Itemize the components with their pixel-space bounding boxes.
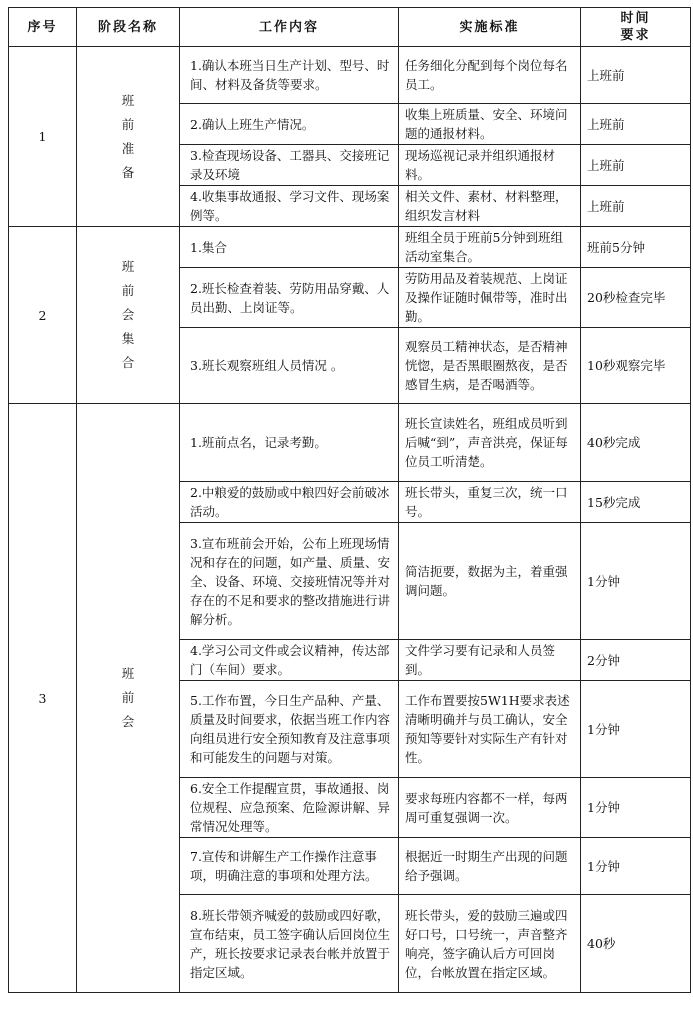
- standard-cell: 班长宣读姓名，班组成员听到后喊“到”，声音洪亮，保证每位员工听清楚。: [399, 404, 581, 482]
- seq-cell: 3: [9, 404, 77, 993]
- time-cell: 1分钟: [581, 838, 691, 895]
- standard-cell: 根据近一时期生产出现的问题给予强调。: [399, 838, 581, 895]
- standard-cell: 班组全员于班前5分钟到班组活动室集合。: [399, 227, 581, 268]
- stage-name: 班前准备: [121, 92, 135, 180]
- standard-cell: 现场巡视记录并组织通报材料。: [399, 145, 581, 186]
- time-cell: 2分钟: [581, 640, 691, 681]
- standard-cell: 文件学习要有记录和人员签到。: [399, 640, 581, 681]
- content-cell: 7.宣传和讲解生产工作操作注意事项，明确注意的事项和处理方法。: [180, 838, 399, 895]
- time-cell: 40秒: [581, 895, 691, 993]
- header-content: 工作内容: [180, 8, 399, 47]
- standard-cell: 相关文件、素材、材料整理，组织发言材料: [399, 186, 581, 227]
- content-cell: 4.学习公司文件或会议精神，传达部门（车间）要求。: [180, 640, 399, 681]
- content-cell: 2.确认上班生产情况。: [180, 104, 399, 145]
- content-cell: 3.宣布班前会开始，公布上班现场情况和存在的问题，如产量、质量、安全、设备、环境、交接班情况等并对存在的不足和要求的整改措施进行讲解分析。: [180, 523, 399, 640]
- standard-cell: 简洁扼要，数据为主，着重强调问题。: [399, 523, 581, 640]
- content-cell: 1.确认本班当日生产计划、型号、时间、材料及备货等要求。: [180, 47, 399, 104]
- header-row: [9, 8, 691, 47]
- time-cell: 上班前: [581, 104, 691, 145]
- content-cell: 1.集合: [180, 227, 399, 268]
- standard-cell: 工作布置要按5W1H要求表述清晰明确并与员工确认，安全预知等要针对实际生产有针对性。: [399, 681, 581, 778]
- content-cell: 1.班前点名，记录考勤。: [180, 404, 399, 482]
- standard-cell: 收集上班质量、安全、环境问题的通报材料。: [399, 104, 581, 145]
- time-cell: 上班前: [581, 186, 691, 227]
- time-cell: 上班前: [581, 47, 691, 104]
- standard-cell: 要求每班内容都不一样，每两周可重复强调一次。: [399, 778, 581, 838]
- time-cell: 班前5分钟: [581, 227, 691, 268]
- shift-meeting-table: [8, 7, 691, 993]
- stage-cell: [77, 404, 180, 993]
- standard-cell: 班长带头，爱的鼓励三遍或四好口号，口号统一，声音整齐响亮，签字确认后方可回岗位，台帐放置在指定区域。: [399, 895, 581, 993]
- time-cell: 1分钟: [581, 523, 691, 640]
- time-cell: 20秒检查完毕: [581, 268, 691, 328]
- content-cell: 2.班长检查着装、劳防用品穿戴、人员出勤、上岗证等。: [180, 268, 399, 328]
- time-cell: 15秒完成: [581, 482, 691, 523]
- time-cell: 1分钟: [581, 681, 691, 778]
- header-standard: 实施标准: [399, 8, 581, 47]
- table-row: [9, 404, 691, 482]
- table-row: [9, 227, 691, 268]
- content-cell: 4.收集事故通报、学习文件、现场案例等。: [180, 186, 399, 227]
- header-seq: 序号: [9, 8, 77, 47]
- content-cell: 8.班长带领齐喊爱的鼓励或四好歌，宣布结束，员工签字确认后回岗位生产，班长按要求记录表台帐并放置于指定区域。: [180, 895, 399, 993]
- time-cell: 1分钟: [581, 778, 691, 838]
- standard-cell: 班长带头，重复三次，统一口号。: [399, 482, 581, 523]
- standard-cell: 劳防用品及着装规范、上岗证及操作证随时佩带等，准时出勤。: [399, 268, 581, 328]
- content-cell: 3.班长观察班组人员情况 。: [180, 328, 399, 404]
- content-cell: 3.检查现场设备、工器具、交接班记录及环境: [180, 145, 399, 186]
- stage-cell: [77, 47, 180, 227]
- time-cell: 40秒完成: [581, 404, 691, 482]
- standard-cell: 观察员工精神状态，是否精神恍惚，是否黑眼圈熬夜，是否感冒生病，是否喝酒等。: [399, 328, 581, 404]
- seq-cell: 1: [9, 47, 77, 227]
- table-row: [9, 47, 691, 104]
- content-cell: 6.安全工作提醒宣贯，事故通报、岗位规程、应急预案、危险源讲解、异常情况处理等。: [180, 778, 399, 838]
- seq-cell: 2: [9, 227, 77, 404]
- header-time: 时间 要求: [581, 8, 691, 47]
- time-cell: 上班前: [581, 145, 691, 186]
- content-cell: 2.中粮爱的鼓励或中粮四好会前破冰活动。: [180, 482, 399, 523]
- document-page: [8, 7, 691, 993]
- stage-name: 班前会集合: [121, 259, 135, 370]
- header-stage: 阶段名称: [77, 8, 180, 47]
- standard-cell: 任务细化分配到每个岗位每名员工。: [399, 47, 581, 104]
- stage-cell: [77, 227, 180, 404]
- time-cell: 10秒观察完毕: [581, 328, 691, 404]
- content-cell: 5.工作布置，今日生产品种、产量、质量及时间要求，依据当班工作内容向组员进行安全预知教育及注意事项和可能发生的问题与对策。: [180, 681, 399, 778]
- stage-name: 班前会: [121, 666, 135, 729]
